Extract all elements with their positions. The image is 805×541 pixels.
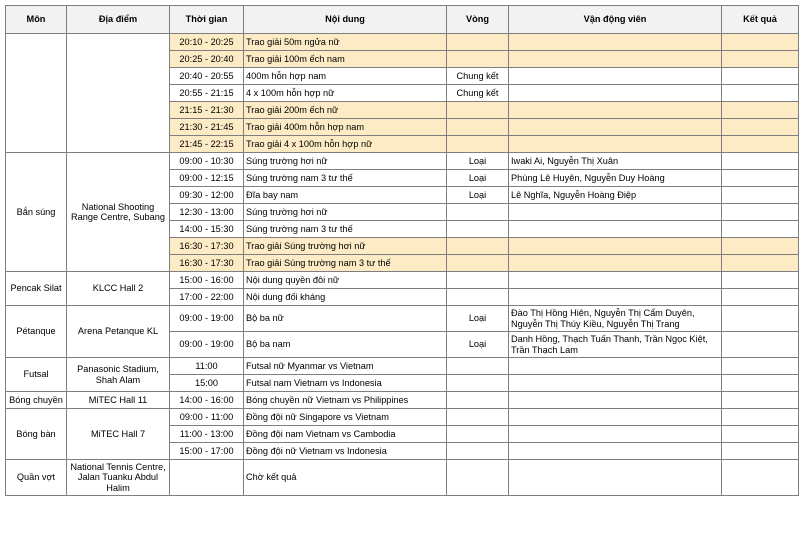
content-cell: Đồng đội nữ Singapore vs Vietnam — [244, 409, 447, 426]
result-cell — [722, 460, 799, 496]
time-cell: 21:15 - 21:30 — [170, 102, 244, 119]
table-row — [6, 392, 799, 409]
time-cell: 20:10 - 20:25 — [170, 34, 244, 51]
round-cell — [447, 392, 509, 409]
header-result: Kết quả — [722, 6, 799, 34]
header-time: Thời gian — [170, 6, 244, 34]
round-cell — [447, 409, 509, 426]
content-cell: Bộ ba nữ — [244, 306, 447, 332]
athletes-cell — [509, 409, 722, 426]
result-cell — [722, 204, 799, 221]
content-cell: 4 x 100m hỗn hợp nữ — [244, 85, 447, 102]
content-cell: Trao giải 200m ếch nữ — [244, 102, 447, 119]
round-cell: Chung kết — [447, 85, 509, 102]
content-cell: Súng trường hơi nữ — [244, 153, 447, 170]
content-cell: Nội dung quyền đôi nữ — [244, 272, 447, 289]
round-cell — [447, 51, 509, 68]
content-cell: Trao giải 400m hỗn hợp nam — [244, 119, 447, 136]
table-row — [6, 306, 799, 332]
sport-cell: Pencak Silat — [6, 272, 67, 306]
time-cell: 16:30 - 17:30 — [170, 238, 244, 255]
schedule-table — [5, 5, 799, 496]
round-cell: Loại — [447, 306, 509, 332]
content-cell: Futsal nữ Myanmar vs Vietnam — [244, 358, 447, 375]
result-cell — [722, 136, 799, 153]
round-cell — [447, 102, 509, 119]
table-row — [6, 34, 799, 51]
athletes-cell: Lê Nghĩa, Nguyễn Hoàng Điệp — [509, 187, 722, 204]
athletes-cell: Iwaki Ai, Nguyễn Thị Xuân — [509, 153, 722, 170]
result-cell — [722, 102, 799, 119]
sport-cell: Bóng bàn — [6, 409, 67, 460]
table-row — [6, 358, 799, 375]
athletes-cell: Đào Thị Hồng Hiên, Nguyễn Thị Cẩm Duyên, Nguyễn Thị Thúy Kiều, Nguyễn Thị Trang — [509, 306, 722, 332]
time-cell: 09:00 - 10:30 — [170, 153, 244, 170]
athletes-cell — [509, 460, 722, 496]
result-cell — [722, 119, 799, 136]
round-cell — [447, 426, 509, 443]
athletes-cell — [509, 443, 722, 460]
table-row — [6, 409, 799, 426]
athletes-cell — [509, 51, 722, 68]
table-row — [6, 460, 799, 496]
round-cell — [447, 238, 509, 255]
round-cell — [447, 289, 509, 306]
athletes-cell — [509, 255, 722, 272]
athletes-cell: Danh Hồng, Thạch Tuấn Thanh, Trần Ngọc Kiệt, Trần Thạch Lam — [509, 332, 722, 358]
header-athletes: Vận động viên — [509, 6, 722, 34]
time-cell: 11:00 - 13:00 — [170, 426, 244, 443]
time-cell: 09:00 - 19:00 — [170, 306, 244, 332]
round-cell — [447, 443, 509, 460]
athletes-cell — [509, 221, 722, 238]
venue-cell: National Tennis Centre, Jalan Tuanku Abdul Halim — [67, 460, 170, 496]
athletes-cell — [509, 358, 722, 375]
sport-cell: Pétanque — [6, 306, 67, 358]
time-cell: 15:00 - 17:00 — [170, 443, 244, 460]
sport-cell: Bóng chuyền — [6, 392, 67, 409]
content-cell: Trao giải Súng trường nam 3 tư thế — [244, 255, 447, 272]
result-cell — [722, 426, 799, 443]
round-cell: Loại — [447, 187, 509, 204]
athletes-cell — [509, 392, 722, 409]
time-cell: 09:00 - 19:00 — [170, 332, 244, 358]
time-cell: 15:00 - 16:00 — [170, 272, 244, 289]
result-cell — [722, 409, 799, 426]
content-cell: Trao giải 4 x 100m hỗn hợp nữ — [244, 136, 447, 153]
venue-cell: KLCC Hall 2 — [67, 272, 170, 306]
round-cell: Loại — [447, 170, 509, 187]
venue-cell: MiTEC Hall 11 — [67, 392, 170, 409]
header-row — [6, 6, 799, 34]
time-cell: 09:00 - 12:15 — [170, 170, 244, 187]
time-cell: 11:00 — [170, 358, 244, 375]
round-cell: Loại — [447, 153, 509, 170]
result-cell — [722, 443, 799, 460]
round-cell: Loại — [447, 332, 509, 358]
time-cell: 14:00 - 15:30 — [170, 221, 244, 238]
time-cell: 21:30 - 21:45 — [170, 119, 244, 136]
round-cell: Chung kết — [447, 68, 509, 85]
content-cell: Chờ kết quả — [244, 460, 447, 496]
result-cell — [722, 68, 799, 85]
time-cell: 15:00 — [170, 375, 244, 392]
content-cell: 400m hỗn hợp nam — [244, 68, 447, 85]
header-round: Vòng — [447, 6, 509, 34]
venue-cell: Panasonic Stadium, Shah Alam — [67, 358, 170, 392]
time-cell: 17:00 - 22:00 — [170, 289, 244, 306]
time-cell — [170, 460, 244, 496]
content-cell: Đồng đội nữ Vietnam vs Indonesia — [244, 443, 447, 460]
time-cell: 20:40 - 20:55 — [170, 68, 244, 85]
content-cell: Đồng đội nam Vietnam vs Cambodia — [244, 426, 447, 443]
header-sport: Môn — [6, 6, 67, 34]
result-cell — [722, 187, 799, 204]
result-cell — [722, 272, 799, 289]
round-cell — [447, 204, 509, 221]
athletes-cell — [509, 102, 722, 119]
result-cell — [722, 375, 799, 392]
table-row — [6, 272, 799, 289]
time-cell: 16:30 - 17:30 — [170, 255, 244, 272]
result-cell — [722, 306, 799, 332]
athletes-cell — [509, 375, 722, 392]
athletes-cell — [509, 34, 722, 51]
result-cell — [722, 51, 799, 68]
header-content: Nội dung — [244, 6, 447, 34]
content-cell: Trao giải 50m ngửa nữ — [244, 34, 447, 51]
round-cell — [447, 272, 509, 289]
athletes-cell — [509, 238, 722, 255]
content-cell: Trao giải Súng trường hơi nữ — [244, 238, 447, 255]
table-row — [6, 153, 799, 170]
athletes-cell — [509, 426, 722, 443]
sport-cell — [6, 34, 67, 153]
time-cell: 20:55 - 21:15 — [170, 85, 244, 102]
result-cell — [722, 289, 799, 306]
content-cell: Súng trường hơi nữ — [244, 204, 447, 221]
time-cell: 09:30 - 12:00 — [170, 187, 244, 204]
schedule-sheet — [5, 5, 799, 496]
result-cell — [722, 255, 799, 272]
venue-cell: Arena Petanque KL — [67, 306, 170, 358]
round-cell — [447, 34, 509, 51]
result-cell — [722, 85, 799, 102]
round-cell — [447, 255, 509, 272]
result-cell — [722, 238, 799, 255]
content-cell: Bộ ba nam — [244, 332, 447, 358]
result-cell — [722, 170, 799, 187]
athletes-cell — [509, 85, 722, 102]
round-cell — [447, 136, 509, 153]
round-cell — [447, 375, 509, 392]
venue-cell: National Shooting Range Centre, Subang — [67, 153, 170, 272]
athletes-cell — [509, 272, 722, 289]
time-cell: 20:25 - 20:40 — [170, 51, 244, 68]
content-cell: Đĩa bay nam — [244, 187, 447, 204]
time-cell: 21:45 - 22:15 — [170, 136, 244, 153]
round-cell — [447, 460, 509, 496]
result-cell — [722, 392, 799, 409]
athletes-cell: Phùng Lê Huyên, Nguyễn Duy Hoàng — [509, 170, 722, 187]
content-cell: Nội dung đối kháng — [244, 289, 447, 306]
sport-cell: Futsal — [6, 358, 67, 392]
schedule-body — [6, 34, 799, 496]
content-cell: Bóng chuyền nữ Vietnam vs Philippines — [244, 392, 447, 409]
result-cell — [722, 34, 799, 51]
header-venue: Địa điểm — [67, 6, 170, 34]
athletes-cell — [509, 68, 722, 85]
content-cell: Futsal nam Vietnam vs Indonesia — [244, 375, 447, 392]
content-cell: Súng trường nam 3 tư thế — [244, 221, 447, 238]
athletes-cell — [509, 289, 722, 306]
sport-cell: Quần vợt — [6, 460, 67, 496]
result-cell — [722, 221, 799, 238]
result-cell — [722, 332, 799, 358]
time-cell: 14:00 - 16:00 — [170, 392, 244, 409]
time-cell: 12:30 - 13:00 — [170, 204, 244, 221]
venue-cell — [67, 34, 170, 153]
result-cell — [722, 153, 799, 170]
time-cell: 09:00 - 11:00 — [170, 409, 244, 426]
sport-cell: Bắn súng — [6, 153, 67, 272]
content-cell: Súng trường nam 3 tư thế — [244, 170, 447, 187]
athletes-cell — [509, 119, 722, 136]
content-cell: Trao giải 100m ếch nam — [244, 51, 447, 68]
athletes-cell — [509, 204, 722, 221]
round-cell — [447, 358, 509, 375]
venue-cell: MiTEC Hall 7 — [67, 409, 170, 460]
round-cell — [447, 119, 509, 136]
athletes-cell — [509, 136, 722, 153]
round-cell — [447, 221, 509, 238]
result-cell — [722, 358, 799, 375]
